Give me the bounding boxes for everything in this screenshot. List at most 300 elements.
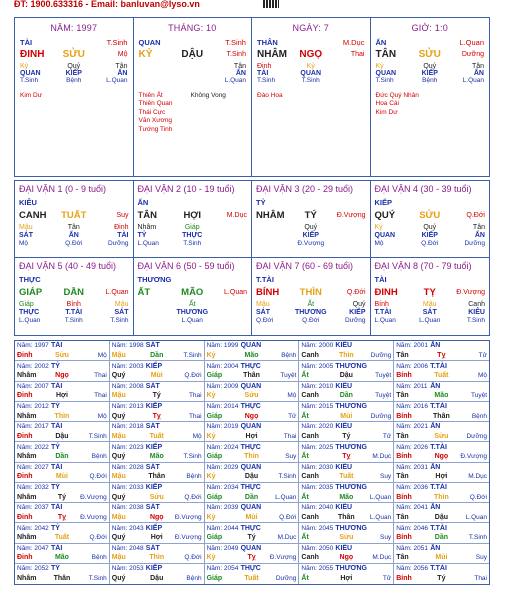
year-cell [205,483,300,503]
year-can: Kỷ [206,392,216,400]
year-chi: Tỵ [57,513,67,521]
year-label: Năm: 2024 [206,443,239,451]
year-can: Nhâm [17,453,37,460]
year-bottom-row [112,553,202,563]
dai-van-ten-gods [375,232,486,240]
dai-van-ten-gods [19,309,129,317]
year-label: Năm: 2041 [396,504,428,512]
year-label: Năm: 2006 [396,362,428,370]
ten-god: ẤN [474,232,485,239]
year-star: KIÊU [335,544,353,552]
year-sinh: Dưỡng [370,412,392,420]
pillar-star-row [15,38,133,47]
year-can: Mậu [111,351,126,359]
year-label: Năm: 2019 [206,423,239,431]
year-bottom-row [301,513,391,523]
dai-van-can-chi [375,287,486,298]
notes-column [191,92,226,100]
pillar-life-stages [371,77,490,84]
pillar-sinh: Thai [350,51,365,58]
year-top-row [112,361,202,371]
life-stage: L.Quan [374,317,396,324]
year-label: Năm: 2038 [111,504,144,512]
year-chi: Mùi [150,372,163,379]
year-label: Năm: 2033 [111,484,144,491]
life-stage: Dưỡng [344,317,366,324]
year-sinh: Suy [285,453,297,460]
year-star: SÁT [145,463,160,471]
life-stage: Mộ [374,240,384,247]
hidden-stem: Quý [304,224,318,231]
year-chi: Sửu [54,351,69,359]
year-can: Nhâm [17,412,37,420]
year-can: Quý [111,574,126,582]
year-star: THỰC [240,565,261,572]
year-sinh: Thai [188,412,202,420]
year-top-row [112,442,202,452]
year-cell [205,523,300,543]
ten-god: THƯƠNG [176,309,209,316]
dai-van-cell [371,181,490,258]
year-label: Năm: 2022 [17,443,49,451]
year-can: Canh [301,392,319,400]
year-can: Nhâm [17,493,37,501]
year-cell [110,422,205,442]
year-cell [299,544,394,564]
life-stage: T.Sinh [64,317,83,324]
dai-van-sinh: Đ.Vượng [456,289,485,296]
hidden-stem: Mậu [422,301,437,308]
year-chi: Hợi [435,473,448,481]
year-can: Nhâm [17,534,37,541]
year-bottom-row [301,411,391,421]
year-star: TÀI [51,504,63,512]
year-bottom-row [112,411,202,421]
dai-van-title: ĐẠI VẬN 8 (70 - 79 tuổi) [374,261,472,271]
year-sinh: Đ.Vượng [80,513,107,521]
life-stage: L.Quan [419,317,441,324]
pillar-star-state: T.Sinh [106,38,128,47]
hidden-stem: Bính [66,301,81,308]
year-top-row [301,503,391,513]
year-chi: Dậu [150,574,164,582]
year-cell [110,402,205,422]
year-chi: Mão [244,351,259,359]
year-cell [15,361,110,381]
year-cell [205,341,300,361]
year-top-row [112,382,202,392]
dai-van-hidden-stems [375,301,486,309]
year-cell [15,503,110,523]
year-cell [15,544,110,564]
year-label: Năm: 2016 [396,403,428,410]
year-can: Giáp [206,534,223,541]
hidden-stem: Mậu [114,301,129,308]
year-can: Quý [111,493,126,501]
year-cell [394,523,489,543]
note-item: Thiên Ất [138,92,163,99]
year-label: Năm: 2048 [111,544,144,552]
year-top-row [207,382,297,392]
year-sinh: Đ.Vượng [460,453,487,460]
year-star: THỰC [240,443,261,451]
dai-van-can: TÂN [137,210,158,221]
dai-van-life-stages [256,240,366,248]
ten-god: KIẾP [302,232,319,239]
year-can: Đinh [17,432,33,440]
year-sinh: T.Sinh [88,432,107,440]
hidden-stem: Kỷ [306,63,315,70]
year-top-row [112,463,202,473]
year-star: SÁT [145,423,160,431]
year-label: Năm: 2052 [17,565,49,572]
pillar-ten-gods [252,70,370,77]
year-cell [15,483,110,503]
note-item: Đức Quý Nhân [375,92,419,99]
year-label: Năm: 2015 [301,403,334,410]
ten-god: T.TÀI [65,309,83,316]
four-pillars-panel [14,17,490,177]
year-sinh: Đ.Vượng [80,493,107,501]
ten-god: KIÊU [468,309,485,316]
year-top-row [17,463,107,473]
life-stage: T.Sinh [466,317,485,324]
hidden-stem: Kỷ [375,63,384,70]
year-star: ẤN [430,423,441,431]
year-bottom-row [396,371,487,381]
pillar-star: QUAN [138,38,161,47]
dai-van-star: THƯƠNG [137,275,172,284]
ten-god: SÁT [19,232,33,239]
dai-van-star: TÀI [374,275,387,284]
year-top-row [207,544,297,554]
year-chi: Thìn [54,412,70,420]
hidden-stem: Quý [423,224,437,231]
pillar-can: KỶ [138,49,153,60]
year-label: Năm: 2053 [111,565,144,572]
year-chi: Hợi [150,534,163,541]
year-chi: Tuất [244,574,259,582]
dai-van-panel [14,180,490,336]
year-can: Ất [301,534,309,541]
life-stage: Q.Đới [256,317,274,324]
note-item: Thái Cực [138,108,166,116]
year-label: Năm: 2010 [301,382,334,390]
year-star: SÁT [145,544,160,552]
dai-van-hidden-stems [375,224,486,232]
year-bottom-row [301,432,391,442]
pillar-star: TÀI [20,38,33,47]
dai-van-ten-gods [138,309,248,317]
note-item: Đào Hoa [257,92,283,99]
year-sinh: Q.Đới [184,493,202,501]
year-chi: Sửu [339,534,354,541]
pillar-chi: NGỌ [299,49,323,60]
year-can: Tân [396,432,409,440]
pillar-sinh: T.Sinh [226,51,246,58]
dai-van-can-chi [19,210,129,221]
hidden-stem: Giáp [19,301,34,308]
dai-van-star: KIẾP [374,198,393,207]
pillar-hidden-stems [15,63,133,70]
year-bottom-row [17,492,107,502]
year-bottom-row [17,452,107,462]
year-chi: Dần [339,392,353,400]
year-chi: Mão [339,493,354,501]
year-bottom-row [112,391,202,401]
year-label: Năm: 2049 [206,544,239,552]
year-can: Giáp [206,574,223,582]
year-bottom-row [17,391,107,401]
year-chi: Tý [57,493,67,501]
pillar-sinh: Dưỡng [461,51,484,58]
year-cell [205,503,300,523]
year-can: Kỷ [206,513,216,521]
pillar-star-row [252,38,370,47]
hidden-stem: Nhâm [137,224,157,231]
year-top-row [301,382,391,392]
year-top-row [17,361,107,371]
year-label: Năm: 2012 [17,403,49,410]
year-label: Năm: 2028 [111,463,144,471]
year-can: Quý [111,412,126,420]
life-stage: Bệnh [422,77,438,84]
pillar-life-stages [134,77,252,84]
year-top-row [207,523,297,533]
year-cell [15,442,110,462]
year-sinh: Mộ [192,432,202,440]
hidden-stem: Tân [115,63,128,70]
year-can: Kỷ [206,554,216,562]
year-sinh: Bệnh [186,574,202,582]
year-bottom-row [17,411,107,421]
year-chi: Hợi [55,392,68,400]
dai-van-life-stages [375,317,486,325]
year-top-row [396,463,487,473]
life-stage: Bệnh [66,77,82,84]
year-sinh: Tuyệt [280,372,297,379]
year-cell [299,382,394,402]
dai-van-ten-gods [256,232,366,240]
year-can: Bính [396,574,412,582]
year-label: Năm: 2029 [206,463,239,471]
note-item: Kim Dư [375,108,398,116]
year-star: ẤN [430,504,441,512]
year-label: Năm: 1998 [111,342,144,350]
year-cell [110,483,205,503]
pillar-star-row [371,38,490,47]
year-star: TỶ [51,443,60,451]
year-star: QUAN [240,504,262,512]
pillar-column [252,18,371,176]
ten-god: ẤN [117,70,128,77]
year-sinh: Thai [474,574,487,582]
year-top-row [17,564,107,574]
pillar-title: NGÀY: 7 [292,23,329,33]
year-sinh: T.Sinh [183,453,202,460]
year-cell [299,523,394,543]
year-cell [394,361,489,381]
year-chi: Ngọ [244,412,259,420]
year-star: ẤN [430,544,441,552]
year-can: Mậu [111,473,126,481]
year-cell [299,564,394,584]
year-star: THƯƠNG [335,484,367,491]
year-sinh: Q.Đới [279,513,297,521]
year-sinh: Q.Đới [184,554,202,562]
year-sinh: L.Quan [275,493,297,501]
life-stage: L.Quan [106,77,128,84]
year-chi: Tý [437,574,446,582]
dai-van-chi: MÃO [181,287,204,298]
dai-van-can: CANH [19,210,47,221]
dai-van-can: ẤT [137,287,151,298]
year-bottom-row [207,351,297,361]
year-can: Canh [301,554,319,562]
life-stage: L.Quan [462,77,484,84]
year-sinh: Suy [379,473,392,481]
year-can: Ất [301,574,309,582]
year-star: T.TÀI [430,403,447,410]
year-star: QUAN [240,342,262,350]
pillar-chi: SỬU [418,49,441,60]
year-top-row [17,402,107,412]
dai-van-cell [134,181,253,258]
year-cell [299,442,394,462]
dai-van-hidden-stems [19,301,129,309]
pillar-star: ẤN [375,38,387,47]
ten-god: KIẾP [421,70,438,77]
dai-van-life-stages [256,317,366,325]
year-can: Canh [301,351,319,359]
year-bottom-row [112,351,202,361]
year-top-row [301,361,391,371]
year-can: Nhâm [17,574,37,582]
dai-van-title: ĐẠI VẬN 2 (10 - 19 tuổi) [137,184,235,194]
year-can: Giáp [206,493,223,501]
year-label: Năm: 2005 [301,362,334,370]
hidden-stem: Canh [468,301,485,308]
year-label: Năm: 2000 [301,342,334,350]
dai-van-can: NHÂM [256,210,285,221]
year-star: TÀI [51,463,63,471]
note-item: Thiên Quan [138,100,173,108]
year-label: Năm: 2021 [396,423,428,431]
year-cell [110,463,205,483]
year-can: Bính [396,493,412,501]
year-chi: Dậu [434,513,448,521]
dai-van-can: ĐINH [374,287,398,298]
year-star: THƯƠNG [335,362,367,370]
year-sinh: Dưỡng [275,574,297,582]
year-top-row [112,341,202,351]
dai-van-can-chi [375,210,486,221]
dai-van-can: GIÁP [19,287,43,298]
year-cell [205,544,300,564]
year-label: Năm: 2051 [396,544,428,552]
qr-code-icon [263,0,279,8]
year-cell [394,564,489,584]
year-sinh: L.Quan [369,513,392,521]
dai-van-title: ĐẠI VẬN 6 (50 - 59 tuổi) [137,261,235,271]
note-item: Văn Xương [138,117,173,125]
year-label: Năm: 2001 [396,342,428,350]
year-star: T.TÀI [430,565,447,572]
pillar-can-chi-row [15,49,133,60]
year-can: Tân [396,392,409,400]
dai-van-can-chi [256,287,366,298]
year-chi: Thân [433,412,450,420]
year-top-row [396,564,487,574]
ten-god: ẤN [235,70,246,77]
ten-god: ẤN [473,70,484,77]
year-sinh: Tử [382,432,392,440]
year-bottom-row [207,553,297,563]
year-label: Năm: 2031 [396,463,428,471]
year-top-row [396,382,487,392]
year-star: KIÊU [335,382,353,390]
year-star: QUAN [240,463,262,471]
year-chi: Thìn [434,493,449,501]
year-cell [299,483,394,503]
year-top-row [112,503,202,513]
year-sinh: Tử [382,574,392,582]
pillar-title: GIỜ: 1:0 [411,23,448,33]
year-bottom-row [112,533,202,543]
year-sinh: Bệnh [91,554,107,562]
pillar-title: THÁNG: 10 [168,23,217,33]
year-label: Năm: 2032 [17,484,49,491]
year-cell [299,341,394,361]
year-star: KIẾP [145,565,163,572]
year-bottom-row [112,452,202,462]
year-can: Bính [396,534,412,541]
year-bottom-row [301,351,391,361]
year-chi: Dần [244,493,259,501]
year-can: Quý [111,453,126,460]
dai-van-chi: TÝ [304,210,317,221]
dai-van-star: T.TÀI [256,275,274,284]
year-sinh: Tuyệt [375,392,392,400]
year-can: Tân [396,351,409,359]
year-sinh: Bệnh [471,412,487,420]
dai-van-ten-gods [256,309,366,317]
hidden-stem: Mậu [256,301,270,308]
year-bottom-row [396,533,487,543]
year-chi: Sửu [244,392,259,400]
dai-van-cell [252,258,371,335]
year-sinh: L.Quan [465,513,487,521]
year-sinh: T.Sinh [88,574,107,582]
year-bottom-row [396,411,487,421]
year-sinh: Dưỡng [466,432,487,440]
year-label: Năm: 2023 [111,443,144,451]
year-star: KIẾP [145,524,163,532]
year-sinh: Tử [288,412,297,420]
life-stage: L.Quan [137,240,159,247]
year-can: Bính [396,453,412,460]
year-cell [205,361,300,381]
year-label: Năm: 2026 [396,443,428,451]
year-chi: Thân [53,574,71,582]
pillar-life-stages [15,77,133,84]
year-chi: Tuất [339,473,354,481]
year-top-row [301,483,391,493]
year-sinh: Bệnh [186,473,202,481]
pillar-chi: SỬU [62,49,85,60]
year-cell [205,402,300,422]
ten-god: KIẾP [65,70,82,77]
